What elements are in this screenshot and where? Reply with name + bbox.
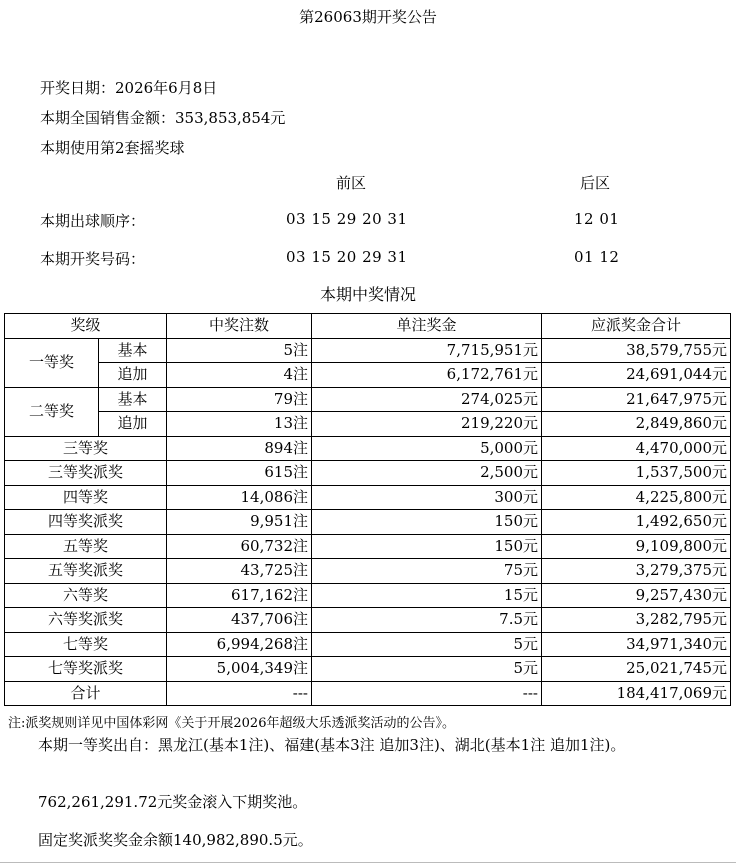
winner-count: 4注 [167, 363, 312, 388]
header-level: 奖级 [5, 314, 167, 339]
grand-total: 184,417,069元 [542, 681, 731, 706]
prize-level: 二等奖 [5, 387, 99, 436]
table-row [5, 608, 731, 633]
total-label: 合计 [5, 681, 167, 706]
draw-order-back: 12 01 [574, 210, 620, 228]
unit-prize: 5元 [312, 657, 542, 682]
bottom-divider [0, 862, 736, 863]
prize-level: 四等奖 [5, 485, 167, 510]
header-prize: 单注奖金 [312, 314, 542, 339]
prize-level: 三等奖派奖 [5, 461, 167, 486]
unit-prize: 5元 [312, 632, 542, 657]
prize-total: 3,279,375元 [542, 559, 731, 584]
jackpot-rollover: 762,261,291.72元奖金滚入下期奖池。 [38, 793, 308, 811]
prize-total: 3,282,795元 [542, 608, 731, 633]
winner-count: 9,951注 [167, 510, 312, 535]
unit-prize: 150元 [312, 534, 542, 559]
winning-numbers-back: 01 12 [574, 248, 620, 266]
table-header-row [5, 314, 731, 339]
table-row [5, 534, 731, 559]
prize-sublevel: 基本 [99, 387, 167, 412]
winner-count: 79注 [167, 387, 312, 412]
winner-count: 5,004,349注 [167, 657, 312, 682]
unit-prize: 300元 [312, 485, 542, 510]
winner-count: 60,732注 [167, 534, 312, 559]
unit-prize: 274,025元 [312, 387, 542, 412]
table-row [5, 510, 731, 535]
winner-count: 894注 [167, 436, 312, 461]
prize-level: 七等奖派奖 [5, 657, 167, 682]
prize-level: 一等奖 [5, 338, 99, 387]
table-total-row [5, 681, 731, 706]
prize-total: 9,257,430元 [542, 583, 731, 608]
header-total: 应派奖金合计 [542, 314, 731, 339]
winner-count: 6,994,268注 [167, 632, 312, 657]
winner-count: 14,086注 [167, 485, 312, 510]
prize-total: 9,109,800元 [542, 534, 731, 559]
table-row [5, 485, 731, 510]
page-title: 第26063期开奖公告 [299, 8, 437, 26]
unit-prize: 150元 [312, 510, 542, 535]
prize-level: 七等奖 [5, 632, 167, 657]
prize-level: 六等奖 [5, 583, 167, 608]
prize-level: 五等奖 [5, 534, 167, 559]
table-row [5, 657, 731, 682]
back-zone-header: 后区 [580, 174, 611, 192]
unit-prize: 75元 [312, 559, 542, 584]
prize-total: 21,647,975元 [542, 387, 731, 412]
unit-prize: 15元 [312, 583, 542, 608]
table-row [5, 461, 731, 486]
fixed-prize-balance: 固定奖派奖奖金余额140,982,890.5元。 [38, 831, 313, 849]
unit-prize: 7.5元 [312, 608, 542, 633]
prize-level: 五等奖派奖 [5, 559, 167, 584]
draw-order-front: 03 15 29 20 31 [286, 210, 408, 228]
prize-sublevel: 基本 [99, 338, 167, 363]
table-row [5, 387, 731, 412]
draw-order-label: 本期出球顺序： [40, 212, 146, 230]
unit-prize: 6,172,761元 [312, 363, 542, 388]
winner-count: 13注 [167, 412, 312, 437]
prize-total: 25,021,745元 [542, 657, 731, 682]
winner-count: 615注 [167, 461, 312, 486]
unit-prize: 5,000元 [312, 436, 542, 461]
winner-count: 5注 [167, 338, 312, 363]
table-row [5, 363, 731, 388]
prize-level: 四等奖派奖 [5, 510, 167, 535]
unit-prize: 2,500元 [312, 461, 542, 486]
prize-total: 4,470,000元 [542, 436, 731, 461]
table-row [5, 412, 731, 437]
unit-prize: 7,715,951元 [312, 338, 542, 363]
prize-total: 24,691,044元 [542, 363, 731, 388]
prize-sublevel: 追加 [99, 412, 167, 437]
table-row [5, 632, 731, 657]
ball-set: 本期使用第2套摇奖球 [40, 139, 185, 157]
table-row [5, 583, 731, 608]
table-row [5, 436, 731, 461]
prize-level: 六等奖派奖 [5, 608, 167, 633]
winning-numbers-label: 本期开奖号码： [40, 250, 146, 268]
prize-sublevel: 追加 [99, 363, 167, 388]
winner-count: --- [167, 681, 312, 706]
prize-total: 1,537,500元 [542, 461, 731, 486]
unit-prize: 219,220元 [312, 412, 542, 437]
draw-date: 开奖日期：2026年6月8日 [40, 79, 218, 97]
winner-count: 437,706注 [167, 608, 312, 633]
front-zone-header: 前区 [336, 174, 367, 192]
prize-total: 38,579,755元 [542, 338, 731, 363]
prize-total: 34,971,340元 [542, 632, 731, 657]
prize-total: 1,492,650元 [542, 510, 731, 535]
unit-prize: --- [312, 681, 542, 706]
prize-level: 三等奖 [5, 436, 167, 461]
first-prize-origins: 本期一等奖出自：黑龙江(基本1注)、福建(基本3注 追加3注)、湖北(基本1注 追加1注)。 [38, 736, 626, 754]
winning-numbers-front: 03 15 20 29 31 [286, 248, 408, 266]
winner-count: 617,162注 [167, 583, 312, 608]
table-row [5, 338, 731, 363]
prize-total: 2,849,860元 [542, 412, 731, 437]
prize-table [4, 313, 731, 706]
winner-count: 43,725注 [167, 559, 312, 584]
table-row [5, 559, 731, 584]
footnote: 注:派奖规则详见中国体彩网《关于开展2026年超级大乐透派奖活动的公告》。 [8, 716, 455, 731]
header-count: 中奖注数 [167, 314, 312, 339]
sales-amount: 本期全国销售金额：353,853,854元 [40, 109, 286, 127]
prize-table-title: 本期中奖情况 [319, 285, 416, 304]
prize-total: 4,225,800元 [542, 485, 731, 510]
